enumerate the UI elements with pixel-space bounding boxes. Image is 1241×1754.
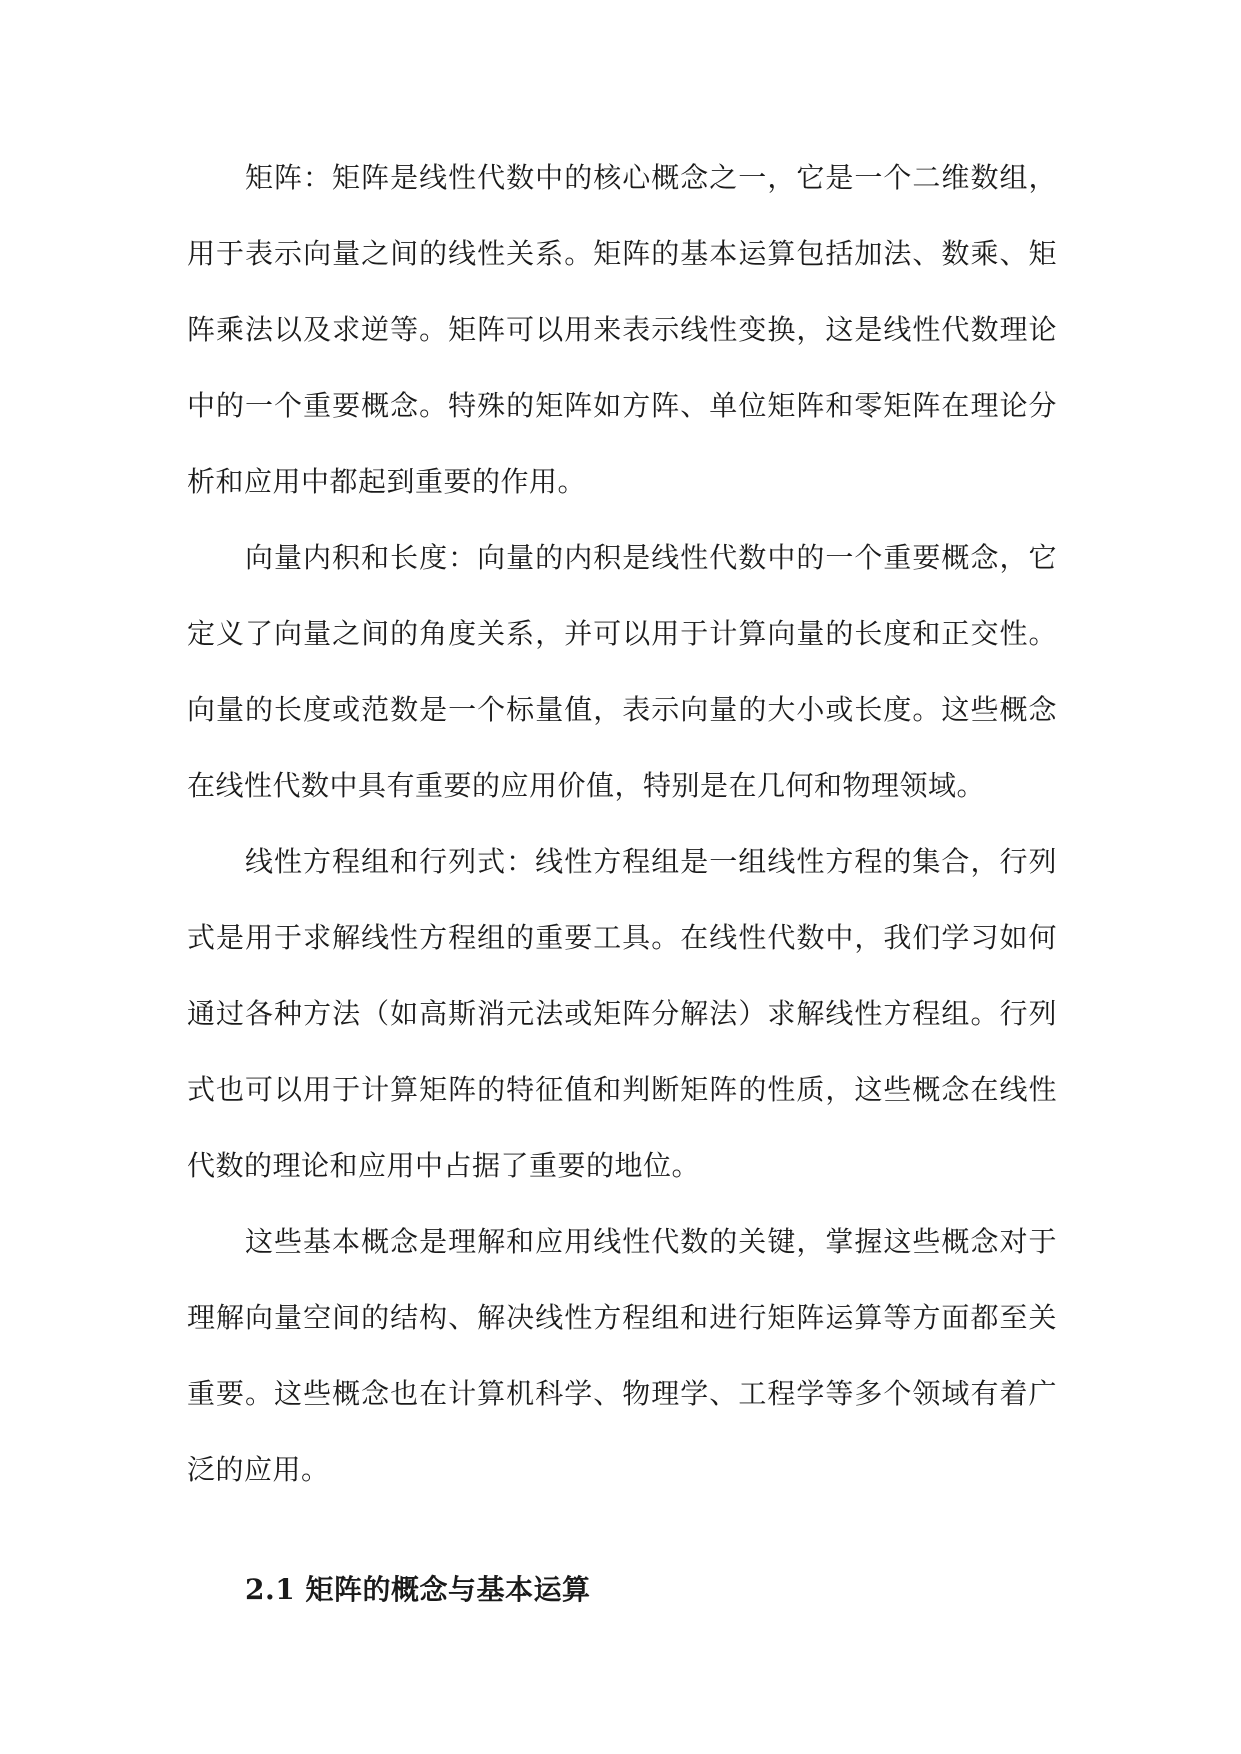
paragraph-summary: 这些基本概念是理解和应用线性代数的关键，掌握这些概念对于理解向量空间的结构、解决线性方程组和进行矩阵运算等方面都至关重要。这些概念也在计算机科学、物理学、工程学等多个领域有着广泛的应用。 <box>187 1225 1057 1486</box>
paragraph-inner-product: 向量内积和长度：向量的内积是线性代数中的一个重要概念，它定义了向量之间的角度关系，并可以用于计算向量的长度和正交性。向量的长度或范数是一个标量值，表示向量的大小或长度。这些概念在线性代数中具有重要的应用价值，特别是在几何和物理领域。 <box>187 541 1057 802</box>
section-heading: 2.1 矩阵的概念与基本运算 <box>245 1573 591 1606</box>
document-body <box>187 140 1057 1628</box>
paragraph-linear-equations: 线性方程组和行列式：线性方程组是一组线性方程的集合，行列式是用于求解线性方程组的重要工具。在线性代数中，我们学习如何通过各种方法（如高斯消元法或矩阵分解法）求解线性方程组。行列式也可以用于计算矩阵的特征值和判断矩阵的性质，这些概念在线性代数的理论和应用中占据了重要的地位。 <box>187 845 1057 1182</box>
paragraph-matrix: 矩阵：矩阵是线性代数中的核心概念之一，它是一个二维数组，用于表示向量之间的线性关系。矩阵的基本运算包括加法、数乘、矩阵乘法以及求逆等。矩阵可以用来表示线性变换，这是线性代数理论中的一个重要概念。特殊的矩阵如方阵、单位矩阵和零矩阵在理论分析和应用中都起到重要的作用。 <box>187 161 1057 498</box>
